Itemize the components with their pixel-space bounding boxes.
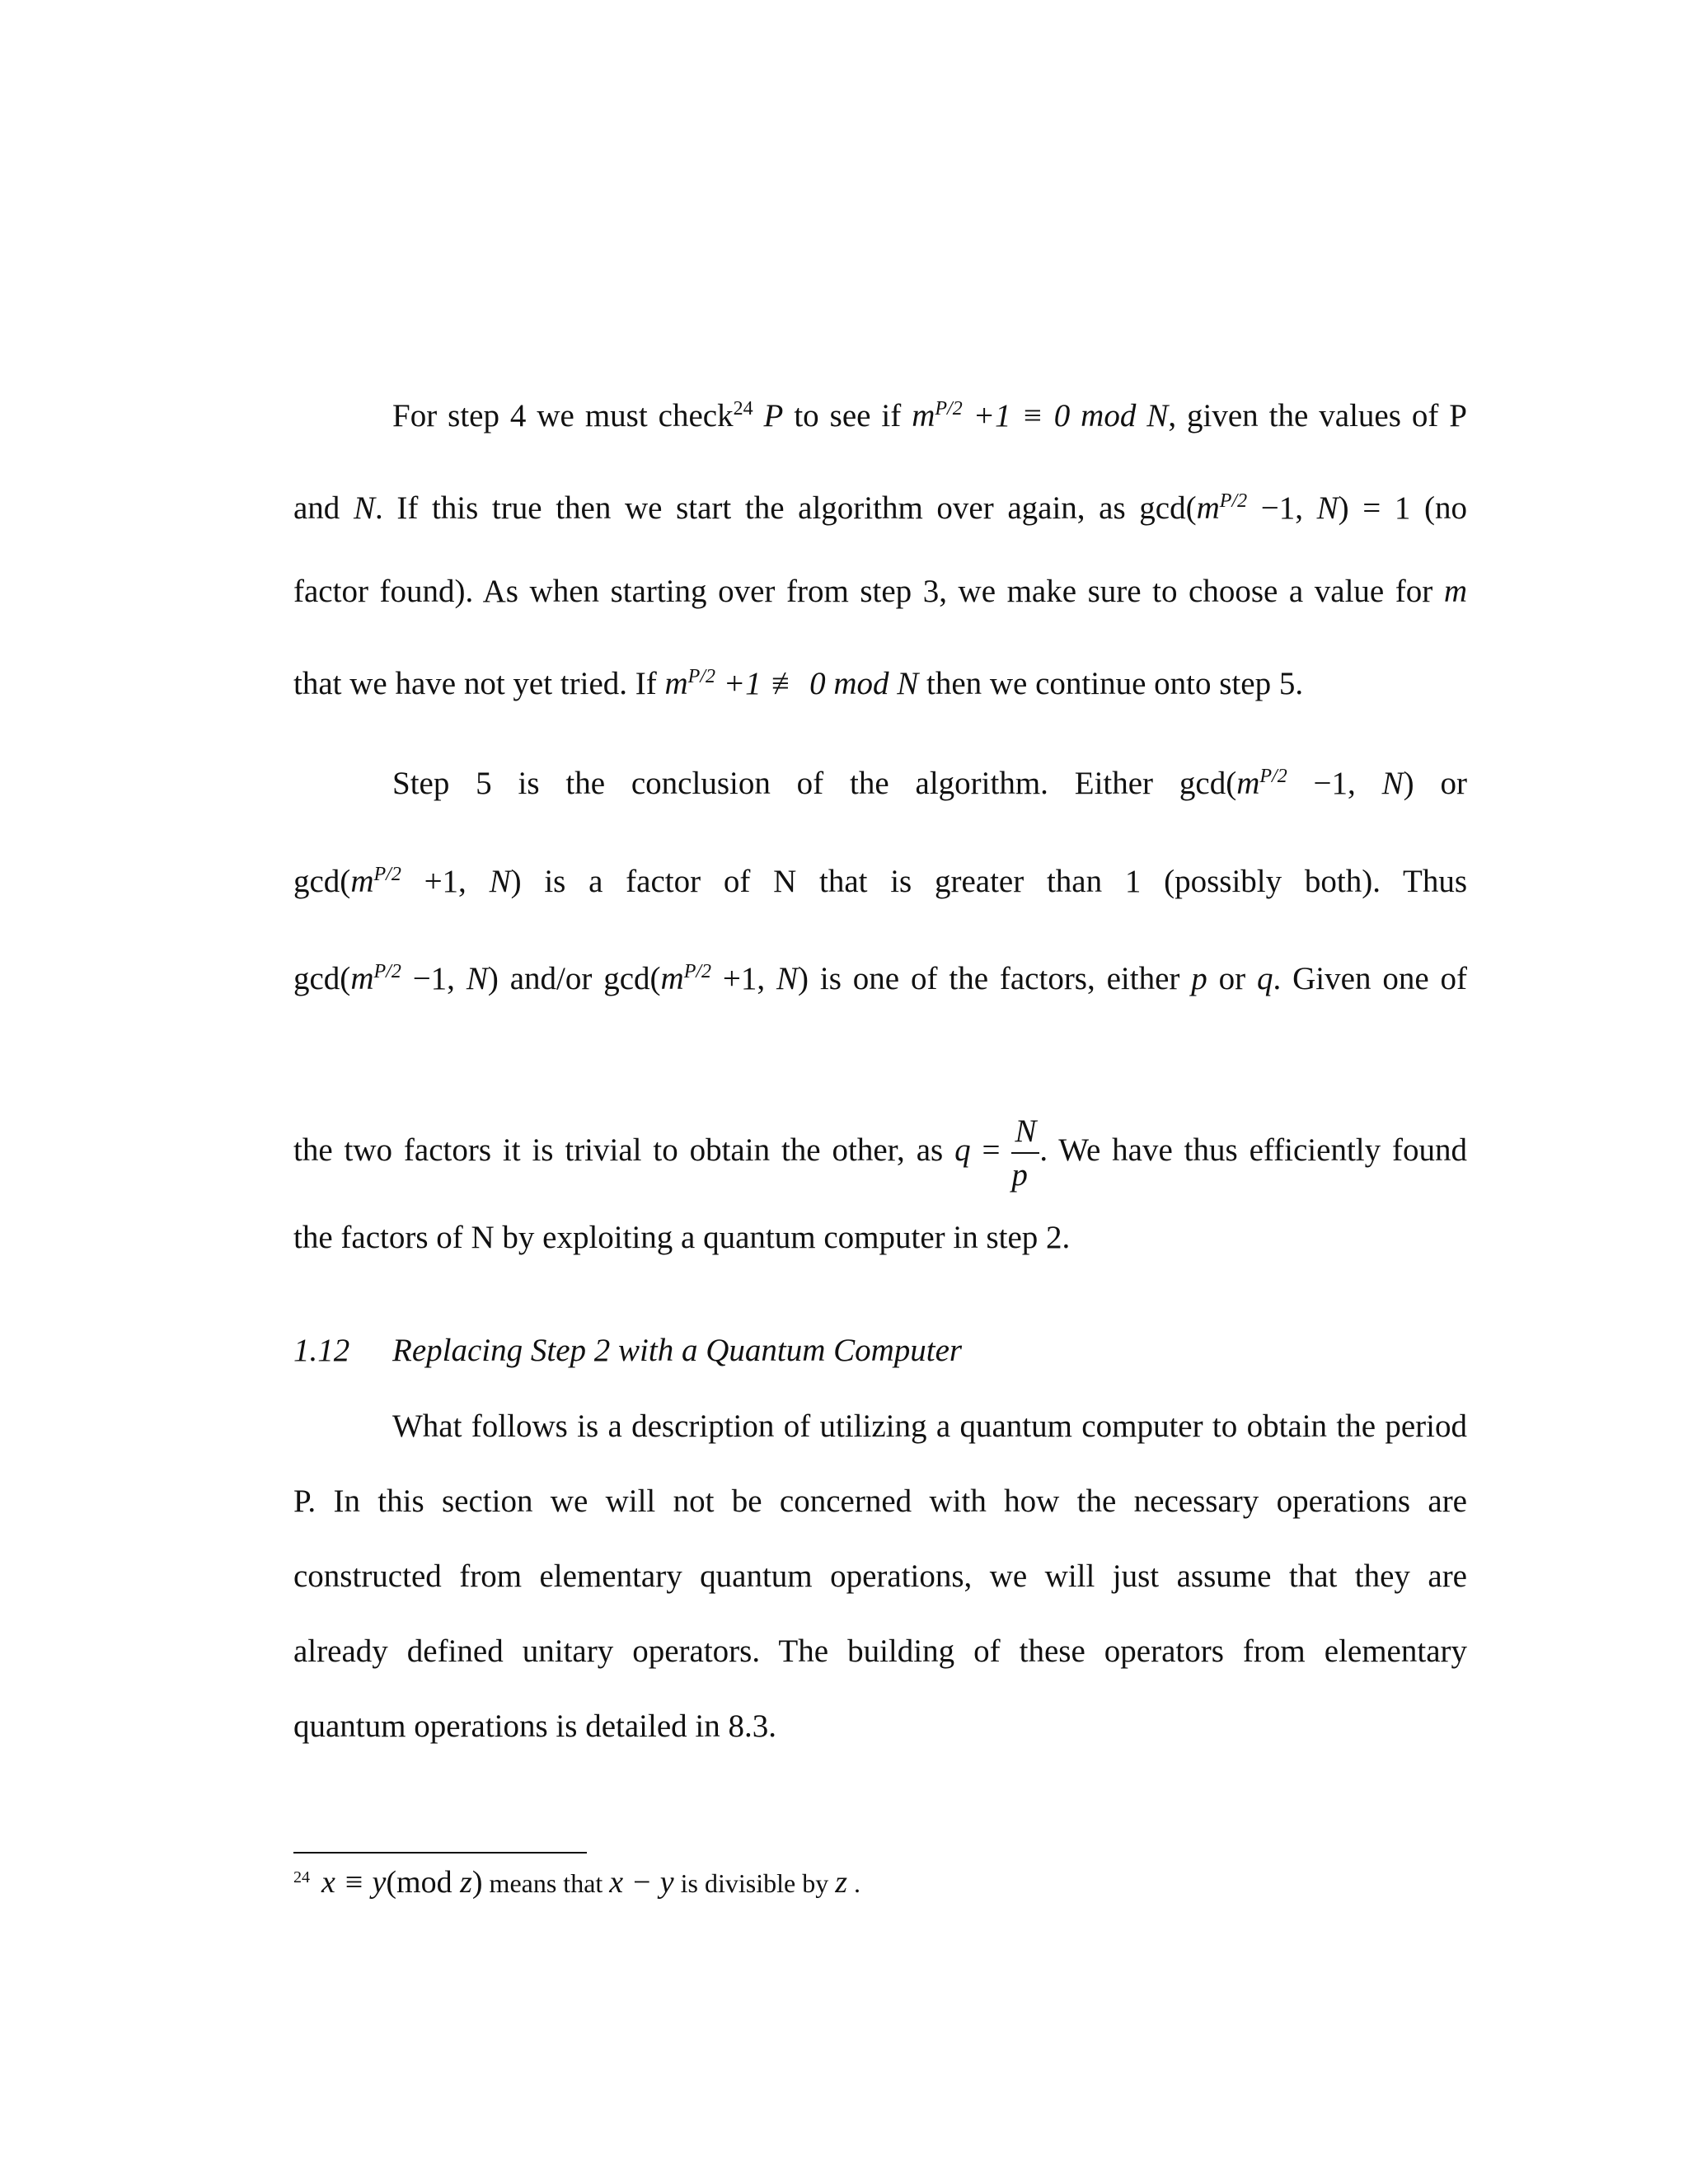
paragraph-1-line-1: For step 4 we must check$^{24}$ P to see if $m^{P/2} +1 \equiv 0$ mod N, given the values of P [392,398,1467,434]
footnote-text: is divisible by [673,1868,836,1898]
section-heading [293,1332,962,1369]
footnote-math-congruence: x ≡ y [321,1865,387,1900]
equation-gcd-plus: $\gcd(m^{P/2} +1$, N) [293,864,522,899]
paragraph-1-line-3: factor found). As when starting over from step 3, we make sure to choose a value for m [293,574,1467,609]
paragraph-2-line-4: the two factors it is trivial to obtain the other, as q = $\frac{N}{p}$ . We have thus efficiently found [293,1113,1467,1193]
footnote-math-z: z [835,1865,848,1900]
footnote-separator [293,1852,587,1854]
paragraph-3-line-5: quantum operations is detailed in 8.3. [293,1708,776,1744]
footnote-number: 24 [293,1868,310,1887]
footnote: $^{24}$ x ≡ y(mod z) means that x − y is divisible by z . [293,1865,861,1900]
equation-gcd-minus-equals-one: $\gcd(m^{P/2} -1$, N) = 1 [1139,490,1411,526]
paragraph-1-line-4: that we have not yet tried. If $m^{P/2} +1$ ≢ 0 mod N then we continue onto step 5. [293,666,1304,701]
footnote-math-difference: x − y [609,1865,674,1900]
paragraph-1-line-2: and N. If this true then we start the algorithm over again, as $\gcd(m^{P/2} -1$, N) = 1 (no [293,490,1468,526]
text: For step 4 we must check [392,398,734,434]
footnote-text: . [847,1868,861,1898]
paragraph-2-line-2: $\gcd(m^{P/2} +1$, N) is a factor of N that is greater than 1 (possibly both). Thus [293,864,1467,899]
paragraph-3-line-2: P. In this section we will not be concerned with how the necessary operations are [293,1483,1467,1519]
equation-gcd-plus: $\gcd(m^{P/2} +1$, N) [603,961,809,996]
equation-congruence: $m^{P/2} +1 \equiv 0$ mod N [912,398,1169,434]
section-number: 1.12 [293,1333,350,1368]
paragraph-2-line-3: $\gcd(m^{P/2} -1$, N) and/or $\gcd(m^{P/2} +1$, N) is one of the factors, either p or q. Given one of [293,961,1467,996]
paragraph-3-line-3: constructed from elementary quantum operations, we will just assume that they are [293,1558,1467,1594]
footnote-reference[interactable]: 24 [733,398,753,419]
paragraph-3-line-1: What follows is a description of utilizing a quantum computer to obtain the period [392,1408,1467,1444]
equation-q-equals-n-over-p: q = $\frac{N}{p}$ [954,1132,1039,1168]
equation-gcd-minus: $\gcd(m^{P/2} -1$, N) [293,961,499,996]
inline-math-p: P [763,398,784,434]
footnote-text: means that [482,1868,610,1898]
paragraph-3-line-4: already defined unitary operators. The building of these operators from elementary [293,1633,1467,1669]
section-title: Replacing Step 2 with a Quantum Computer [392,1333,963,1368]
equation-gcd-minus: $\gcd(m^{P/2} -1$, N) [1179,766,1414,801]
paragraph-2-line-1: Step 5 is the conclusion of the algorithm. Either $\gcd(m^{P/2} -1$, N) or [392,766,1467,801]
fraction: $\frac{N}{p}$ [1011,1115,1039,1191]
paragraph-2-line-5: the factors of N by exploiting a quantum computer in step 2. [293,1220,1071,1255]
equation-not-congruent: $m^{P/2} +1$ ≢ 0 mod N [664,666,919,701]
